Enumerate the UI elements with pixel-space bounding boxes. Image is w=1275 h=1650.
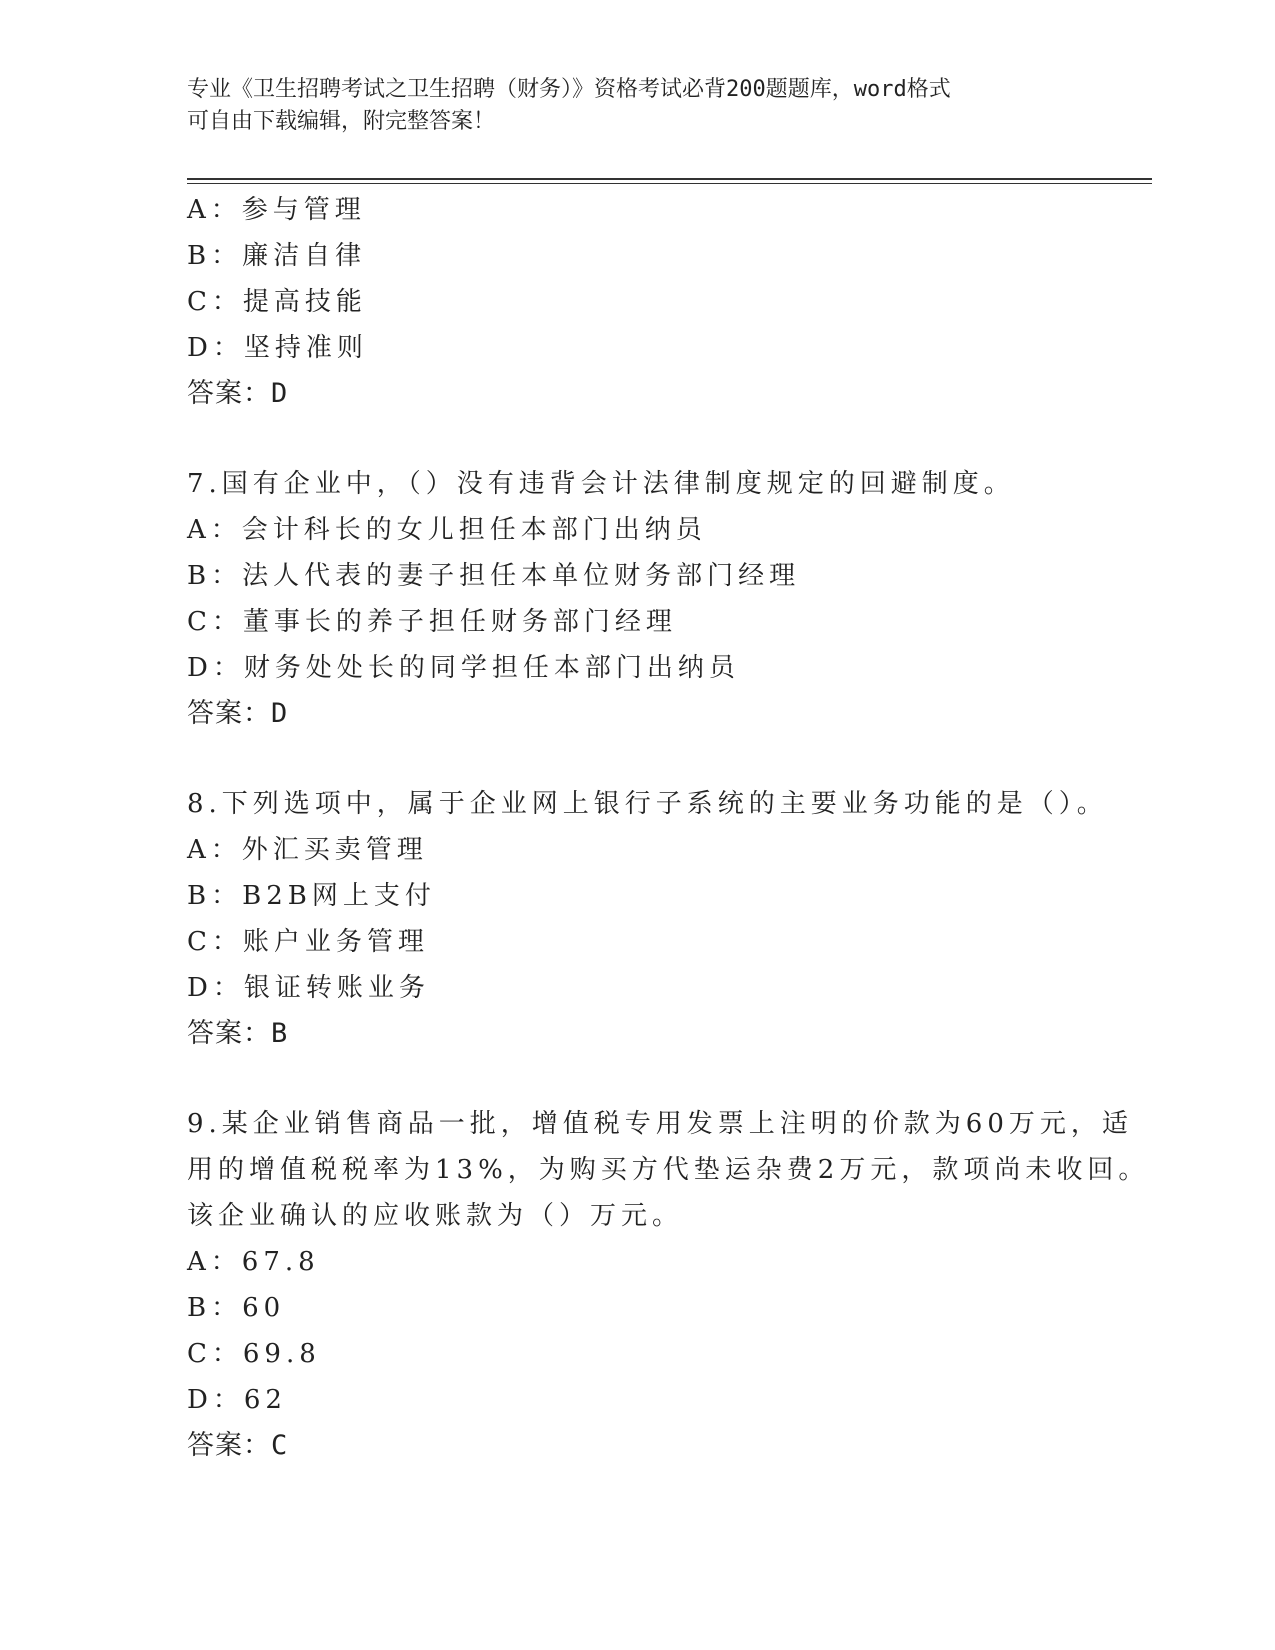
answer-line: 答案：C (187, 1430, 289, 1461)
header-line-1: 专业《卫生招聘考试之卫生招聘（财务）》资格考试必背200题题库，word格式 (187, 77, 951, 102)
question-stem-line-1: 9.某企业销售商品一批，增值税专用发票上注明的价款为60万元，适 (187, 1109, 1133, 1139)
question-list (187, 187, 1150, 1513)
header-divider-thin (187, 183, 1152, 184)
header-divider (187, 178, 1152, 180)
option-d: D：坚持准则 (187, 333, 368, 363)
option-a: A：参与管理 (187, 195, 366, 225)
option-d: D：财务处处长的同学担任本部门出纳员 (187, 653, 740, 683)
option-b: B：B2B网上支付 (187, 881, 436, 911)
document-header (187, 74, 1087, 138)
option-b: B：法人代表的妻子担任本单位财务部门经理 (187, 561, 801, 591)
option-b: B：60 (187, 1293, 286, 1323)
question-stem: 8.下列选项中，属于企业网上银行子系统的主要业务功能的是（）。 (187, 789, 1108, 819)
header-line-2: 可自由下载编辑，附完整答案！ (187, 109, 496, 134)
option-a: A：会计科长的女儿担任本部门出纳员 (187, 515, 707, 545)
answer-line: 答案：D (187, 698, 289, 729)
option-c: C：69.8 (187, 1339, 321, 1369)
option-c: C：账户业务管理 (187, 927, 429, 957)
option-d: D：62 (187, 1385, 287, 1415)
question-block (187, 187, 1087, 417)
option-c: C：董事长的养子担任财务部门经理 (187, 607, 677, 637)
option-b: B：廉洁自律 (187, 241, 367, 271)
question-block (187, 1101, 1150, 1469)
answer-line: 答案：D (187, 378, 289, 409)
question-stem-line-2: 用的增值税税率为13%，为购买方代垫运杂费2万元，款项尚未收回。 (187, 1155, 1150, 1185)
question-stem: 7.国有企业中，（）没有违背会计法律制度规定的回避制度。 (187, 469, 1015, 499)
answer-line: 答案：B (187, 1018, 289, 1049)
question-block (187, 781, 1108, 1057)
question-block (187, 461, 1087, 737)
option-c: C：提高技能 (187, 287, 367, 317)
option-a: A：外汇买卖管理 (187, 835, 428, 865)
question-stem-line-3: 该企业确认的应收账款为（）万元。 (187, 1201, 684, 1231)
option-a: A：67.8 (187, 1247, 320, 1277)
option-d: D：银证转账业务 (187, 973, 430, 1003)
